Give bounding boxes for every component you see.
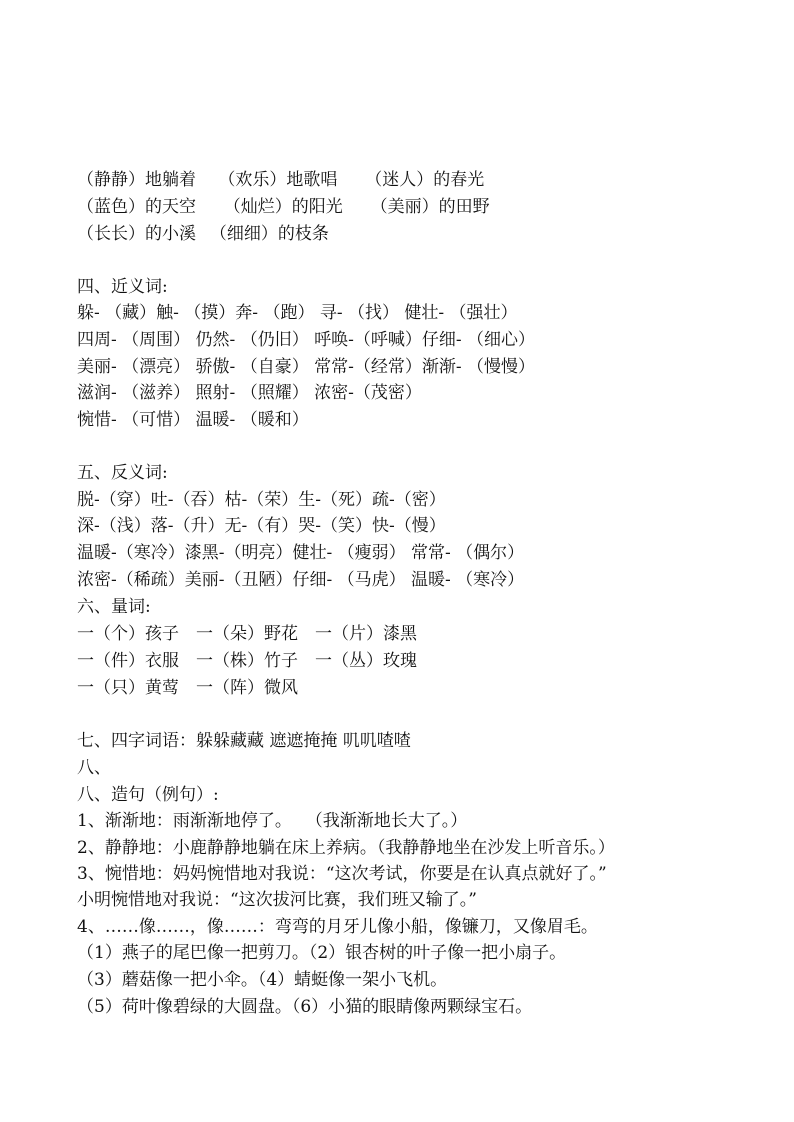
measure-word-line-2: 一（件）衣服 一（株）竹子 一（丛）玫瑰: [77, 651, 417, 671]
synonym-line-2: 四周- （周围） 仍然- （仍旧） 呼唤-（呼喊）仔细- （细心）: [77, 330, 535, 350]
antonym-line-4: 浓密-（稀疏）美丽-（丑陋）仔细- （马虎） 温暖- （寒冷）: [77, 570, 525, 590]
antonym-line-1: 脱-（穿）吐-（吞）枯-（荣）生-（死）疏-（密）: [77, 490, 446, 510]
example-line-2: （3）蘑菇像一把小伞。（4）蜻蜓像一架小飞机。: [77, 970, 448, 990]
measure-word-line-1: 一（个）孩子 一（朵）野花 一（片）漆黑: [77, 624, 417, 644]
antonym-line-2: 深-（浅）落-（升）无-（有）哭-（笑）快-（慢）: [77, 516, 446, 536]
section-heading-four-char-words: 七、四字词语：躲躲藏藏 遮遮掩掩 叽叽喳喳: [77, 731, 411, 751]
measure-word-line-3: 一（只）黄莺 一（阵）微风: [77, 678, 298, 698]
section-heading-measure-words: 六、量词:: [77, 597, 151, 617]
synonym-line-3: 美丽- （漂亮） 骄傲- （自豪） 常常-（经常）渐渐- （慢慢）: [77, 357, 535, 377]
section-heading-antonyms: 五、反义词:: [77, 463, 168, 483]
synonym-line-1: 躲- （藏）触- （摸）奔- （跑） 寻- （找） 健壮- （强壮）: [77, 303, 518, 323]
sentence-line-4: 小明惋惜地对我说：“这次拔河比赛，我们班又输了。”: [77, 890, 477, 910]
section-heading-eight-empty: 八、: [77, 758, 111, 778]
sentence-line-3: 3、惋惜地：妈妈惋惜地对我说：“这次考试，你要是在认真点就好了。”: [77, 864, 607, 884]
sentence-line-1: 1、渐渐地：雨渐渐地停了。 （我渐渐地长大了。）: [77, 811, 468, 831]
antonym-line-3: 温暖-（寒冷）漆黑-（明亮）健壮- （瘦弱） 常常- （偶尔）: [77, 543, 525, 563]
phrase-line-2: （蓝色）的天空 （灿烂）的阳光 （美丽）的田野: [77, 197, 490, 217]
section-heading-synonyms: 四、近义词:: [77, 277, 168, 297]
sentence-line-2: 2、静静地：小鹿静静地躺在床上养病。（我静静地坐在沙发上听音乐。）: [77, 838, 615, 858]
section-heading-sentences: 八、造句（例句）:: [77, 785, 219, 805]
synonym-line-4: 滋润- （滋养） 照射- （照耀） 浓密-（茂密）: [77, 383, 422, 403]
phrase-line-1: （静静）地躺着 （欢乐）地歌唱 （迷人）的春光: [77, 170, 485, 190]
synonym-line-5: 惋惜- （可惜） 温暖- （暖和）: [77, 410, 309, 430]
example-line-1: （1）燕子的尾巴像一把剪刀。（2）银杏树的叶子像一把小扇子。: [77, 943, 567, 963]
sentence-line-5: 4、……像……，像……：弯弯的月牙儿像小船，像镰刀，又像眉毛。: [77, 917, 598, 937]
phrase-line-3: （长长）的小溪 （细细）的枝条: [77, 224, 329, 244]
example-line-3: （5）荷叶像碧绿的大圆盘。（6）小猫的眼睛像两颗绿宝石。: [77, 997, 533, 1017]
